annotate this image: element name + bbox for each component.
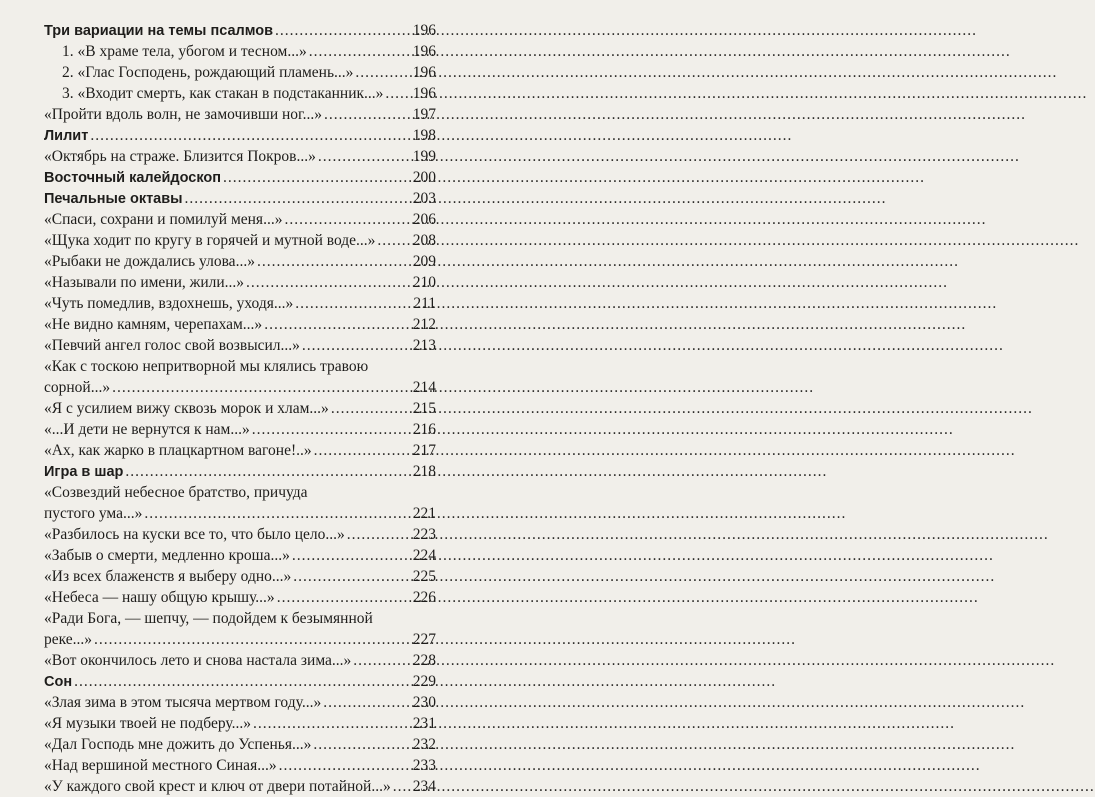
page-number: 196 — [412, 85, 436, 102]
dot-leader — [246, 272, 411, 293]
toc-entry-title: Печальные октавы — [44, 191, 183, 207]
toc-entry — [44, 146, 436, 167]
dot-leader — [275, 20, 411, 41]
toc-entry-title: 3. «Входит смерть, как стакан в подстаканник...» — [62, 85, 384, 102]
toc-entry — [44, 314, 436, 335]
toc-entry — [44, 377, 436, 398]
book-page — [0, 0, 481, 795]
toc-entry — [44, 650, 436, 671]
dot-leader — [253, 713, 411, 734]
toc-entry — [44, 713, 436, 734]
page-number: 213 — [412, 337, 436, 354]
dot-leader — [302, 335, 411, 356]
page-number: 225 — [412, 568, 436, 585]
toc-entry-title: «Созвездий небесное братство, причуда — [44, 484, 308, 501]
toc-section-heading — [44, 461, 436, 482]
toc-entry-title: «Рыбаки не дождались улова...» — [44, 253, 255, 270]
toc-section-heading — [44, 125, 436, 146]
dot-leader — [90, 125, 410, 146]
toc-entry — [44, 503, 436, 524]
page-number: 233 — [412, 757, 436, 774]
page-number: 217 — [412, 442, 436, 459]
dot-leader — [314, 440, 411, 461]
toc-entry — [44, 524, 436, 545]
dot-leader — [385, 83, 410, 104]
dot-leader — [309, 41, 411, 62]
dot-leader — [324, 104, 411, 125]
toc-entry-title: «Злая зима в этом тысяча мертвом году...» — [44, 694, 322, 711]
page-number: 203 — [412, 190, 436, 207]
page-number: 226 — [412, 589, 436, 606]
dot-leader — [264, 314, 411, 335]
dot-leader — [144, 503, 410, 524]
toc-entry-title-continuation: пустого ума...» — [44, 505, 143, 522]
dot-leader — [295, 293, 411, 314]
dot-leader — [353, 650, 410, 671]
page-number: 212 — [412, 316, 436, 333]
toc-entry — [44, 272, 436, 293]
toc-entry — [44, 230, 436, 251]
toc-entry — [44, 251, 436, 272]
page-number: 199 — [412, 148, 436, 165]
page-number: 215 — [412, 400, 436, 417]
page-number: 223 — [412, 526, 436, 543]
toc-section-heading — [44, 167, 436, 188]
page-number: 197 — [412, 106, 436, 123]
dot-leader — [277, 587, 411, 608]
page-number: 196 — [412, 64, 436, 81]
dot-leader — [74, 671, 411, 692]
toc-entry-title: «У каждого свой крест и ключ от двери потайной...» — [44, 778, 391, 795]
toc-entry-title: Три вариации на темы псалмов — [44, 23, 274, 39]
dot-leader — [347, 524, 411, 545]
toc-entry — [44, 335, 436, 356]
toc-entry-title: «Я с усилием вижу сквозь морок и хлам...» — [44, 400, 329, 417]
page-number: 218 — [412, 463, 436, 480]
toc-entry-title: «Дал Господь мне дожить до Успенья...» — [44, 736, 312, 753]
toc-entry — [44, 734, 436, 755]
dot-leader — [292, 545, 411, 566]
dot-leader — [252, 419, 411, 440]
toc-entry-title: «Забыв о смерти, медленно кроша...» — [44, 547, 290, 564]
dot-leader — [185, 188, 411, 209]
toc-entry — [44, 440, 436, 461]
page-number: 209 — [412, 253, 436, 270]
page-number: 196 — [412, 43, 436, 60]
toc-entry-title: «Из всех блаженств я выберу одно...» — [44, 568, 292, 585]
page-number: 208 — [412, 232, 436, 249]
dot-leader — [112, 377, 411, 398]
toc-entry-title: 2. «Глас Господень, рождающий пламень...» — [62, 64, 354, 81]
toc-section-heading — [44, 671, 436, 692]
page-number: 214 — [412, 379, 436, 396]
toc-entry-title: «Октябрь на страже. Близится Покров...» — [44, 148, 316, 165]
toc-entry-title: Восточный калейдоскоп — [44, 170, 222, 186]
toc-entry-title: «Разбилось на куски все то, что было цело...» — [44, 526, 345, 543]
dot-leader — [355, 62, 410, 83]
dot-leader — [393, 776, 411, 797]
toc-entry-title: «Ах, как жарко в плацкартном вагоне!..» — [44, 442, 312, 459]
dot-leader — [125, 461, 410, 482]
toc-entry-title: «Спаси, сохрани и помилуй меня...» — [44, 211, 283, 228]
toc-entry — [44, 83, 436, 104]
toc-entry — [44, 776, 436, 797]
toc-entry-title: Игра в шар — [44, 464, 124, 480]
toc-entry-title: «Я музыки твоей не подберу...» — [44, 715, 251, 732]
dot-leader — [284, 209, 410, 230]
toc-section-heading — [44, 20, 436, 41]
page-number: 231 — [412, 715, 436, 732]
toc-entry — [44, 293, 436, 314]
toc-entry — [44, 545, 436, 566]
toc-entry — [44, 587, 436, 608]
toc-entry — [44, 629, 436, 650]
toc-entry-title: «Вот окончилось лето и снова настала зима...» — [44, 652, 352, 669]
toc-entry — [44, 209, 436, 230]
dot-leader — [223, 167, 411, 188]
dot-leader — [377, 230, 410, 251]
page-number: 228 — [412, 652, 436, 669]
toc-entry-title: «...И дети не вернутся к нам...» — [44, 421, 250, 438]
toc-entry-title: «Пройти вдоль волн, не замочивши ног...» — [44, 106, 323, 123]
toc-entry-title: «Как с тоскою непритворной мы клялись травою — [44, 358, 369, 375]
dot-leader — [323, 692, 411, 713]
dot-leader — [313, 734, 410, 755]
page-number: 200 — [412, 169, 436, 186]
toc-entry — [44, 41, 436, 62]
toc-entry — [44, 419, 436, 440]
toc-entry-title-continuation: сорной...» — [44, 379, 111, 396]
page-number: 229 — [412, 673, 436, 690]
page-number: 216 — [412, 421, 436, 438]
page-number: 206 — [412, 211, 436, 228]
page-number: 230 — [412, 694, 436, 711]
page-number: 211 — [413, 295, 436, 312]
toc-entry — [44, 62, 436, 83]
page-number: 232 — [412, 736, 436, 753]
dot-leader — [257, 251, 411, 272]
toc-entry-title: «Щука ходит по кругу в горячей и мутной воде...» — [44, 232, 376, 249]
dot-leader — [331, 398, 411, 419]
page-number: 221 — [412, 505, 436, 522]
dot-leader — [279, 755, 411, 776]
toc-entry — [44, 398, 436, 419]
toc-entry-title: «Называли по имени, жили...» — [44, 274, 245, 291]
toc-entry-title: «Ради Бога, — шепчу, — подойдем к безымянной — [44, 610, 373, 627]
page-number: 224 — [412, 547, 436, 564]
toc-entry-title: «Певчий ангел голос свой возвысил...» — [44, 337, 300, 354]
toc-entry-title: «Над вершиной местного Синая...» — [44, 757, 277, 774]
dot-leader — [94, 629, 411, 650]
table-of-contents — [44, 20, 436, 797]
toc-section-heading — [44, 188, 436, 209]
toc-entry — [44, 692, 436, 713]
toc-entry-title: «Не видно камням, черепахам...» — [44, 316, 263, 333]
page-number: 227 — [412, 631, 436, 648]
dot-leader — [318, 146, 411, 167]
toc-entry-title: Сон — [44, 674, 73, 690]
toc-entry — [44, 104, 436, 125]
page-number: 210 — [412, 274, 436, 291]
toc-entry-title: Лилит — [44, 128, 89, 144]
toc-entry — [44, 755, 436, 776]
toc-entry-title: «Чуть помедлив, вздохнешь, уходя...» — [44, 295, 294, 312]
dot-leader — [293, 566, 410, 587]
toc-entry — [44, 566, 436, 587]
page-number: 198 — [412, 127, 436, 144]
page-number: 196 — [412, 22, 436, 39]
toc-entry-title: 1. «В храме тела, убогом и тесном...» — [62, 43, 307, 60]
page-number: 234 — [412, 778, 436, 795]
toc-entry-title-continuation: реке...» — [44, 631, 93, 648]
toc-entry-title: «Небеса — нашу общую крышу...» — [44, 589, 275, 606]
